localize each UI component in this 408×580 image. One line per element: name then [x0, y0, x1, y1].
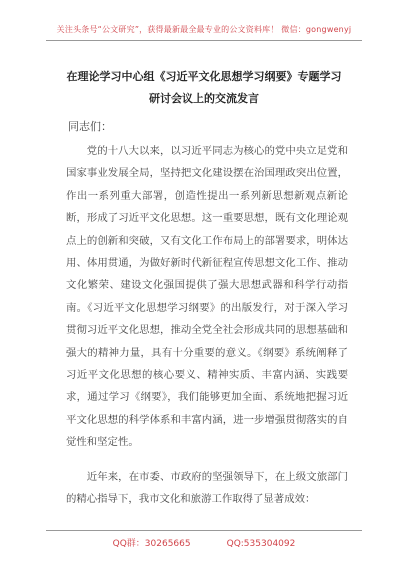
salutation: 同志们： [68, 120, 112, 133]
footer-qq: QQ:535304092 [226, 539, 296, 549]
document-title [40, 66, 368, 110]
body-paragraph-1: 党的十八大以来，以习近平同志为核心的党中央立足党和国家事业发展全局，坚持把文化建设摆在治国理政突出位置，作出一系列重大部署，创造性提出一系列新思想新观点新论断，形成了习近平文化思想。这一重要思想，既有文化理论观点上的创新和突破，又有文化工作布局上的部署要求，明体达用、体用贯通，为做好新时代新征程宣传思想文化工作、推动文化繁荣、建设文化强国提供了强大思想武器和科学行动指南。《习近平文化思想学习纲要》的出版发行，对于深入学习贯彻习近平文化思想，推动全党全社会形成共同的思想基础和强大的精神力量，具有十分重要的意义。《纲要》系统阐释了习近平文化思想的核心要义、精神实质、丰富内涵、实践要求，通过学习《纲要》，我们能够更加全面、系统地把握习近平文化思想的科学体系和丰富内涵，进一步增强贯彻落实的自觉性和坚定性。 [66, 145, 348, 449]
footer-contact [0, 536, 408, 549]
header-divider [46, 40, 362, 41]
footer-qq-group: QQ群：30265665 [112, 539, 191, 549]
document-title-line-1: 在理论学习中心组《习近平文化思想学习纲要》专题学习 [66, 70, 342, 83]
document-title-line-2: 研讨会议上的交流发言 [149, 92, 259, 105]
header-banner: 关注头条号“公文研究”，获得最新最全最专业的公文资料库！ 微信：gongwenyj [56, 25, 352, 34]
footer-divider [46, 530, 362, 531]
body-paragraph-2: 近年来，在市委、市政府的坚强领导下，在上级文旅部门的精心指导下，我市文化和旅游工作取得了显著成效： [66, 471, 348, 506]
